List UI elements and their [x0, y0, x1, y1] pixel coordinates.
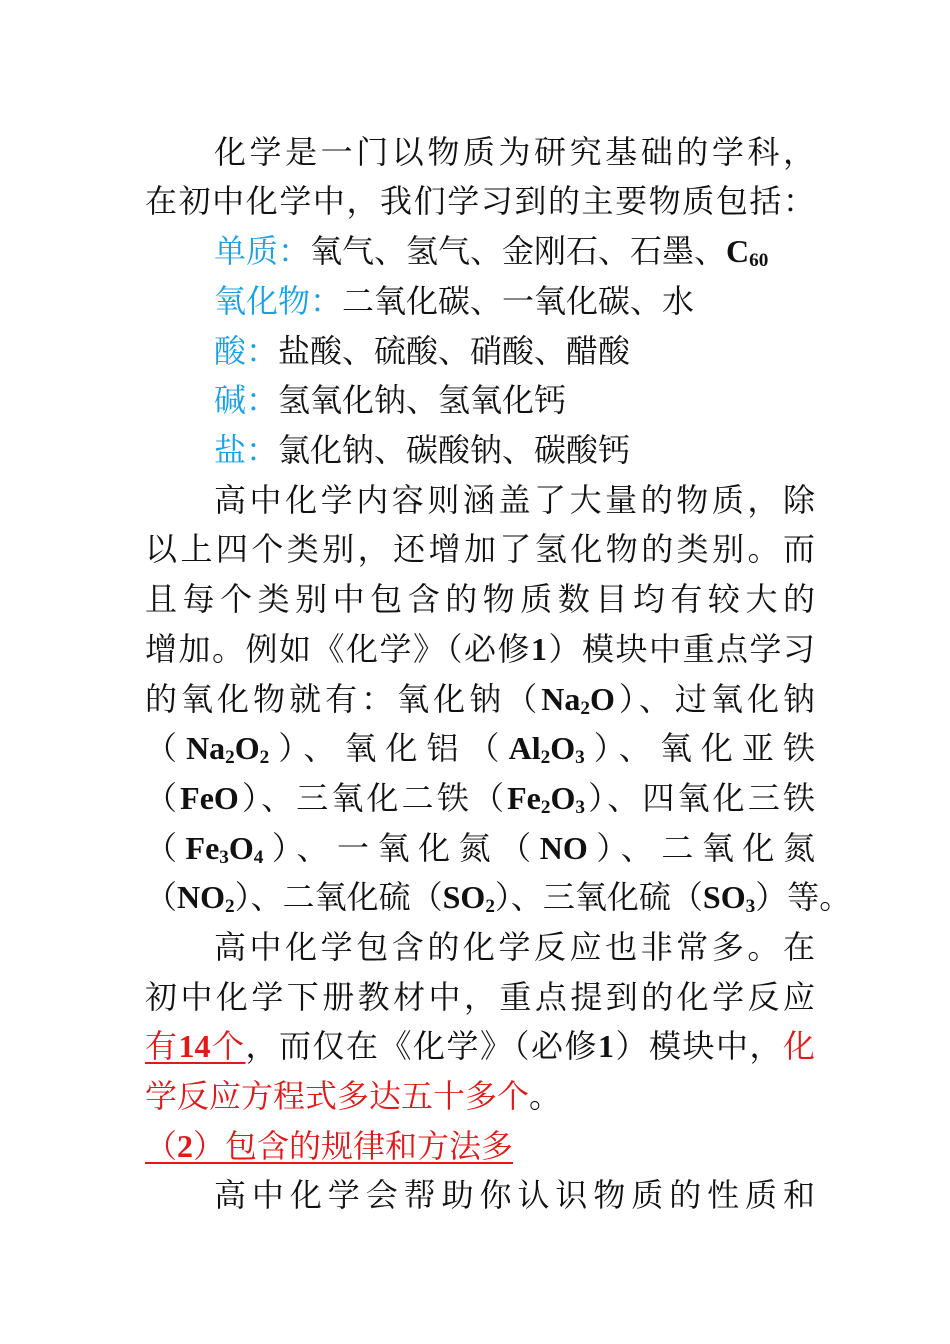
- formula-no2: $NO_2$: [177, 879, 235, 917]
- paragraph-line-12: 的氧化物就有：氧化钠$(Na_2O)$、过氧化钠: [145, 680, 815, 719]
- paragraph-line-10: 且每个类别中包含的物质数目均有较大的: [145, 580, 815, 618]
- highlight-fifty-equations: 学反应方程式多达五十多个: [145, 1077, 530, 1115]
- label-acids: 酸：: [214, 332, 279, 370]
- paragraph-line-13: $(Na_2O_2)$、氧化铝$(Al_2O_3)$、氧化亚铁: [145, 729, 815, 768]
- paragraph-line-18: 初中化学下册教材中，重点提到的化学反应: [145, 978, 815, 1016]
- formula-feo: FeO: [180, 780, 239, 816]
- paragraph-line-8: 高中化学内容则涵盖了大量的物质，除: [214, 481, 815, 519]
- list-item-acids: 酸：盐酸、硫酸、硝酸、醋酸: [214, 332, 631, 370]
- list-item-oxides: 氧化物：二氧化碳、一氧化碳、水: [214, 282, 695, 320]
- label-bases: 碱：: [214, 381, 279, 419]
- list-item-elements: 单质：氧气、氢气、金刚石、石墨、$C_{60}$: [214, 232, 769, 271]
- list-item-bases: 碱：氢氧化钠、氢氧化钙: [214, 381, 567, 419]
- label-salts: 盐：: [214, 431, 279, 469]
- formula-so2: $SO_2$: [442, 879, 495, 917]
- formula-al2o3: $Al_2O_3$: [508, 730, 585, 768]
- paragraph-line-22: 高中化学会帮助你认识物质的性质和: [214, 1176, 815, 1214]
- paragraph-line-9: 以上四个类别，还增加了氢化物的类别。而: [145, 530, 815, 568]
- label-oxides: 氧化物：: [214, 282, 343, 320]
- paragraph-line-20: 学反应方程式多达五十多个。: [145, 1077, 562, 1115]
- list-item-salts: 盐：氯化钠、碳酸钠、碳酸钙: [214, 431, 631, 469]
- label-elements: 单质：: [214, 232, 311, 270]
- paragraph-line-2: 在初中化学中，我们学习到的主要物质包括：: [145, 182, 815, 220]
- formula-na2o: $Na_2O$: [541, 681, 615, 719]
- paragraph-line-14: （FeO）、三氧化二铁$(Fe_2O_3)$、四氧化三铁: [145, 779, 815, 818]
- paragraph-line-16: $(NO_2)$、二氧化硫$(SO_2)$、三氧化硫$(SO_3)$等。: [145, 878, 852, 917]
- highlight-14-reactions: 有14个: [145, 1027, 246, 1065]
- paragraph-line-17: 高中化学包含的化学反应也非常多。在: [214, 928, 815, 966]
- paragraph-line-1: 化学是一门以物质为研究基础的学科，: [214, 133, 815, 171]
- formula-no: NO: [539, 830, 588, 866]
- formula-fe3o4: $Fe_3O_4$: [185, 830, 264, 868]
- formula-na2o2: $Na_2O_2$: [186, 730, 270, 768]
- paragraph-line-11: 增加。例如《化学》（必修1）模块中重点学习: [145, 630, 815, 668]
- paragraph-line-15: $(Fe_3O_4)$、一氧化氮（NO）、二氧化氮: [145, 829, 815, 868]
- section-heading-2: （2）包含的规律和方法多: [145, 1127, 514, 1165]
- formula-fe2o3: $Fe_2O_3$: [507, 780, 585, 818]
- paragraph-line-19: 有14个，而仅在《化学》（必修1）模块中，化: [145, 1027, 815, 1065]
- formula-so3: $SO_3$: [702, 879, 756, 917]
